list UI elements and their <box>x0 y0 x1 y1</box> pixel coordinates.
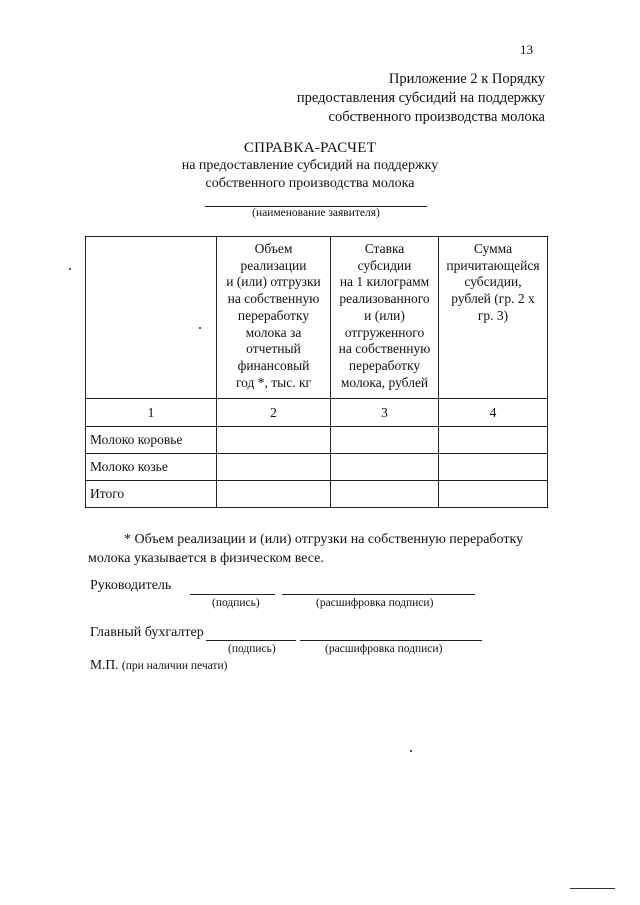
accountant-decode-line[interactable] <box>300 640 482 641</box>
scan-speck <box>199 327 201 329</box>
row-name: Молоко коровье <box>86 427 217 454</box>
accountant-label: Главный бухгалтер <box>90 625 204 640</box>
value-cell[interactable] <box>439 481 548 508</box>
subtitle-line: на предоставление субсидий на поддержку <box>181 158 439 173</box>
head-decode-line[interactable] <box>282 594 475 595</box>
stamp-note-text: (при наличии печати) <box>121 660 228 672</box>
value-cell[interactable] <box>217 454 331 481</box>
document-subtitle <box>0 157 620 193</box>
subtitle-line: собственного производства молока <box>205 176 415 191</box>
head-label: Руководитель <box>90 578 172 593</box>
value-cell[interactable] <box>331 454 439 481</box>
appendix-line: предоставления субсидий на поддержку <box>296 90 545 106</box>
document-title: СПРАВКА-РАСЧЕТ <box>243 140 377 156</box>
footnote-line: * Объем реализации и (или) отгрузки на собственную переработку <box>124 532 524 547</box>
header-text: Сумма причитающейся субсидии, рублей (гр. 2 х гр. 3) <box>446 241 540 323</box>
value-cell[interactable] <box>439 427 548 454</box>
table-row <box>86 454 548 481</box>
value-cell[interactable] <box>439 454 548 481</box>
stamp-label: М.П. <box>90 657 119 672</box>
scan-edge-line <box>570 888 615 889</box>
header-cell-rate <box>331 237 439 399</box>
table-header-row <box>86 237 548 399</box>
head-signature-line[interactable] <box>190 594 275 595</box>
column-number-row <box>86 399 548 427</box>
header-cell-name <box>86 237 217 399</box>
table-row <box>86 481 548 508</box>
signature-caption: (подпись) <box>212 597 260 609</box>
applicant-caption: (наименование заявителя) <box>252 207 380 219</box>
value-cell[interactable] <box>331 481 439 508</box>
footnote <box>88 530 548 568</box>
scan-speck <box>410 750 412 752</box>
signature-caption: (подпись) <box>228 643 276 655</box>
appendix-reference <box>297 70 545 127</box>
decode-caption: (расшифровка подписи) <box>325 643 443 655</box>
appendix-line: Приложение 2 к Порядку <box>388 71 545 87</box>
scan-speck <box>69 268 71 270</box>
value-cell[interactable] <box>331 427 439 454</box>
accountant-signature-line[interactable] <box>206 640 296 641</box>
header-cell-volume <box>217 237 331 399</box>
page-number: 13 <box>520 42 533 57</box>
appendix-line: собственного производства молока <box>328 109 545 125</box>
value-cell[interactable] <box>217 427 331 454</box>
value-cell[interactable] <box>217 481 331 508</box>
table-row <box>86 427 548 454</box>
header-cell-amount <box>439 237 548 399</box>
footnote-line: молока указывается в физическом весе. <box>88 551 324 566</box>
row-name: Итого <box>86 481 217 508</box>
decode-caption: (расшифровка подписи) <box>316 597 434 609</box>
column-number: 3 <box>331 399 439 427</box>
header-text: Ставка субсидии на 1 килограмм реализованного и (или) отгруженного на собственную переработку молока, рублей <box>338 241 431 390</box>
column-number: 4 <box>439 399 548 427</box>
stamp-note <box>90 657 227 673</box>
column-number: 2 <box>217 399 331 427</box>
column-number: 1 <box>86 399 217 427</box>
calculation-table <box>85 236 548 508</box>
header-text: Объем реализации и (или) отгрузки на собственную переработку молока за отчетный финансовый год *, тыс. кг <box>226 241 321 390</box>
row-name: Молоко козье <box>86 454 217 481</box>
